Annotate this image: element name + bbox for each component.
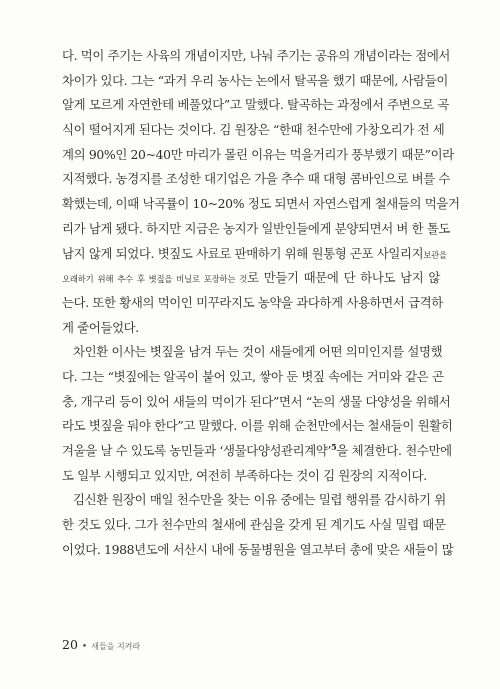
text-line: 이었다. 1988년도에 서산시 내에 동물병원을 열고부터 총에 맞은 새들이 많 <box>62 541 454 557</box>
text-line: 확했는데, 이때 낙곡률이 10~20% 정도 되면서 자연스럽게 철새들의 먹을거 <box>62 196 460 212</box>
text-line <box>62 439 452 464</box>
text-line: 김신환 원장이 매일 천수만을 찾는 이유 중에는 밀렵 행위를 감시하기 위 <box>73 492 446 508</box>
text-line: 알게 모르게 자연한테 베풀었다”고 말했다. 탈곡하는 과정에서 주변으로 곡 <box>62 97 449 113</box>
text-line: 도 일부 시행되고 있지만, 여전히 부족하다는 것이 김 원장의 지적이다. <box>62 467 427 483</box>
text-span: 겨울을 날 수 있도록 농민들과 ‘생물다양성관리계약’ <box>62 443 332 458</box>
text-line <box>62 242 447 267</box>
text-line: 는다. 또한 황새의 먹이인 미꾸라지도 농약을 과다하게 사용하면서 급격하 <box>62 294 443 310</box>
page-footer <box>62 637 140 653</box>
text-line: 차인환 이사는 볏짚을 남겨 두는 것이 새들에게 어떤 의미인지를 설명했 <box>73 344 443 360</box>
text-line: 지적했다. 농경지를 조성한 대기업은 가을 추수 때 대형 콤바인으로 벼를 수 <box>62 171 451 187</box>
text-line: 다. 그는 “볏짚에는 알곡이 붙어 있고, 쌓아 둔 볏짚 속에는 거미와 같은 곤 <box>62 368 444 384</box>
body-text <box>62 44 460 562</box>
text-line: 한 것도 있다. 그가 천수만의 철새에 관심을 갖게 된 계기도 사실 밀렵 때문 <box>62 517 446 533</box>
text-line: 라도 볏짚을 둬야 한다”고 말했다. 이를 위해 순천만에서는 철새들이 원활히 <box>62 418 453 434</box>
page-number: 20 <box>62 637 78 652</box>
inline-note: 보관을 <box>423 249 447 260</box>
text-span: 을 체결한다. 천수만에 <box>336 443 452 458</box>
running-title: 새들을 지켜라 <box>91 642 141 651</box>
text-line: 리가 남게 됐다. 하지만 지금은 농지가 일반인들에게 분양되면서 벼 한 톨도 <box>62 220 451 236</box>
text-span: 로 만들기 때문에 단 하나도 남지 않 <box>247 270 440 286</box>
text-line: 식이 떨어지게 된다는 것이다. 김 원장은 “한때 천수만에 가창오리가 전 세 <box>62 122 445 138</box>
footer-separator: • <box>81 642 88 652</box>
text-line: 차이가 있다. 그는 “과거 우리 농사는 논에서 탈곡을 했기 때문에, 사람들이 <box>62 72 449 88</box>
text-line: 게 줄어들었다. <box>62 319 139 335</box>
inline-note-continued: 오래하기 위해 추수 후 볏짚을 비닐로 포장하는 것 <box>62 274 248 285</box>
text-line: 계의 90%인 20~40만 마리가 몰린 이유는 먹을거리가 풍부했기 때문”이라 <box>62 146 454 162</box>
text-line: 충, 개구리 등이 있어 새들의 먹이가 된다”면서 “논의 생물 다양성을 위해서 <box>62 393 451 409</box>
text-span: 남지 않게 되었다. 볏짚도 사료로 판매하기 위해 원통형 곤포 사일리지 <box>62 245 424 261</box>
text-line <box>62 266 440 291</box>
text-line: 다. 먹이 주기는 사육의 개념이지만, 나눠 주기는 공유의 개념이라는 점에서 <box>62 48 451 63</box>
footnote-marker[interactable]: 5 <box>331 441 337 452</box>
